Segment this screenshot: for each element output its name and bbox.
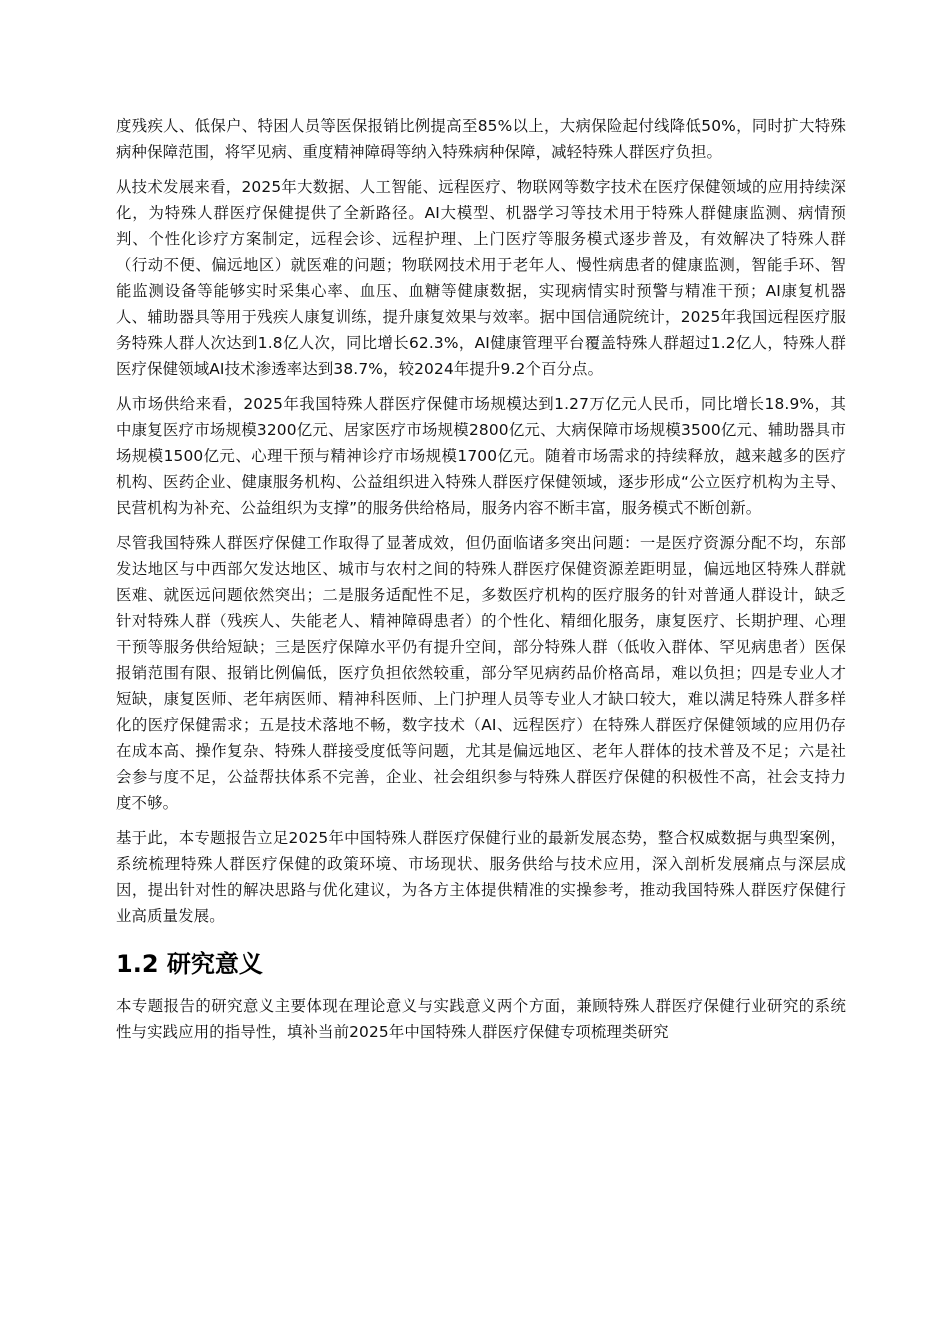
paragraph-technology: 从技术发展来看，2025年大数据、人工智能、远程医疗、物联网等数字技术在医疗保健领域的应用持续深化，为特殊人群医疗保健提供了全新路径。AI大模型、机器学习等技术用于特殊人群健康监测、病情预判、个性化诊疗方案制定，远程会诊、远程护理、上门医疗等服务模式逐步普及，有效解决了特殊人群（行动不便、偏远地区）就医难的问题；物联网技术用于老年人、慢性病患者的健康监测，智能手环、智能监测设备等能够实时采集心率、血压、血糖等健康数据，实现病情实时预警与精准干预；AI康复机器人、辅助器具等用于残疾人康复训练，提升康复效果与效率。据中国信通院统计，2025年我国远程医疗服务特殊人群人次达到1.8亿人次，同比增长62.3%，AI健康管理平台覆盖特殊人群超过1.2亿人，特殊人群医疗保健领域AI技术渗透率达到38.7%，较2024年提升9.2个百分点。 [116, 178, 846, 378]
document-page [116, 113, 846, 1054]
paragraph-research-significance: 本专题报告的研究意义主要体现在理论意义与实践意义两个方面，兼顾特殊人群医疗保健行业研究的系统性与实践应用的指导性，填补当前2025年中国特殊人群医疗保健专项梳理类研究 [116, 997, 846, 1041]
paragraph-market-supply: 从市场供给来看，2025年我国特殊人群医疗保健市场规模达到1.27万亿元人民币，同比增长18.9%，其中康复医疗市场规模3200亿元、居家医疗市场规模2800亿元、大病保障市场规模3500亿元、辅助器具市场规模1500亿元、心理干预与精神诊疗市场规模1700亿元。随着市场需求的持续释放，越来越多的医疗机构、医药企业、健康服务机构、公益组织进入特殊人群医疗保健领域，逐步形成“公立医疗机构为主导、民营机构为补充、公益组织为支撑”的服务供给格局，服务内容不断丰富，服务模式不断创新。 [116, 395, 846, 517]
paragraph-report-purpose: 基于此，本专题报告立足2025年中国特殊人群医疗保健行业的最新发展态势，整合权威数据与典型案例，系统梳理特殊人群医疗保健的政策环境、市场现状、服务供给与技术应用，深入剖析发展痛点与深层成因，提出针对性的解决思路与优化建议，为各方主体提供精准的实操参考，推动我国特殊人群医疗保健行业高质量发展。 [116, 829, 846, 925]
section-heading: 1.2 研究意义 [116, 950, 263, 978]
paragraph-policy-continuation: 度残疾人、低保户、特困人员等医保报销比例提高至85%以上，大病保险起付线降低50%，同时扩大特殊病种保障范围，将罕见病、重度精神障碍等纳入特殊病种保障，减轻特殊人群医疗负担。 [116, 117, 846, 161]
paragraph-problems: 尽管我国特殊人群医疗保健工作取得了显著成效，但仍面临诸多突出问题：一是医疗资源分配不均，东部发达地区与中西部欠发达地区、城市与农村之间的特殊人群医疗保健资源差距明显，偏远地区特殊人群就医难、就医远问题依然突出；二是服务适配性不足，多数医疗机构的医疗服务的针对普通人群设计，缺乏针对特殊人群（残疾人、失能老人、精神障碍患者）的个性化、精细化服务，康复医疗、长期护理、心理干预等服务供给短缺；三是医疗保障水平仍有提升空间，部分特殊人群（低收入群体、罕见病患者）医保报销范围有限、报销比例偏低，医疗负担依然较重，部分罕见病药品价格高昂，难以负担；四是专业人才短缺，康复医师、老年病医师、精神科医师、上门护理人员等专业人才缺口较大，难以满足特殊人群多样化的医疗保健需求；五是技术落地不畅，数字技术（AI、远程医疗）在特殊人群医疗保健领域的应用仍存在成本高、操作复杂、特殊人群接受度低等问题，尤其是偏远地区、老年人群体的技术普及不足；六是社会参与度不足，公益帮扶体系不完善，企业、社会组织参与特殊人群医疗保健的积极性不高，社会支持力度不够。 [116, 534, 846, 812]
